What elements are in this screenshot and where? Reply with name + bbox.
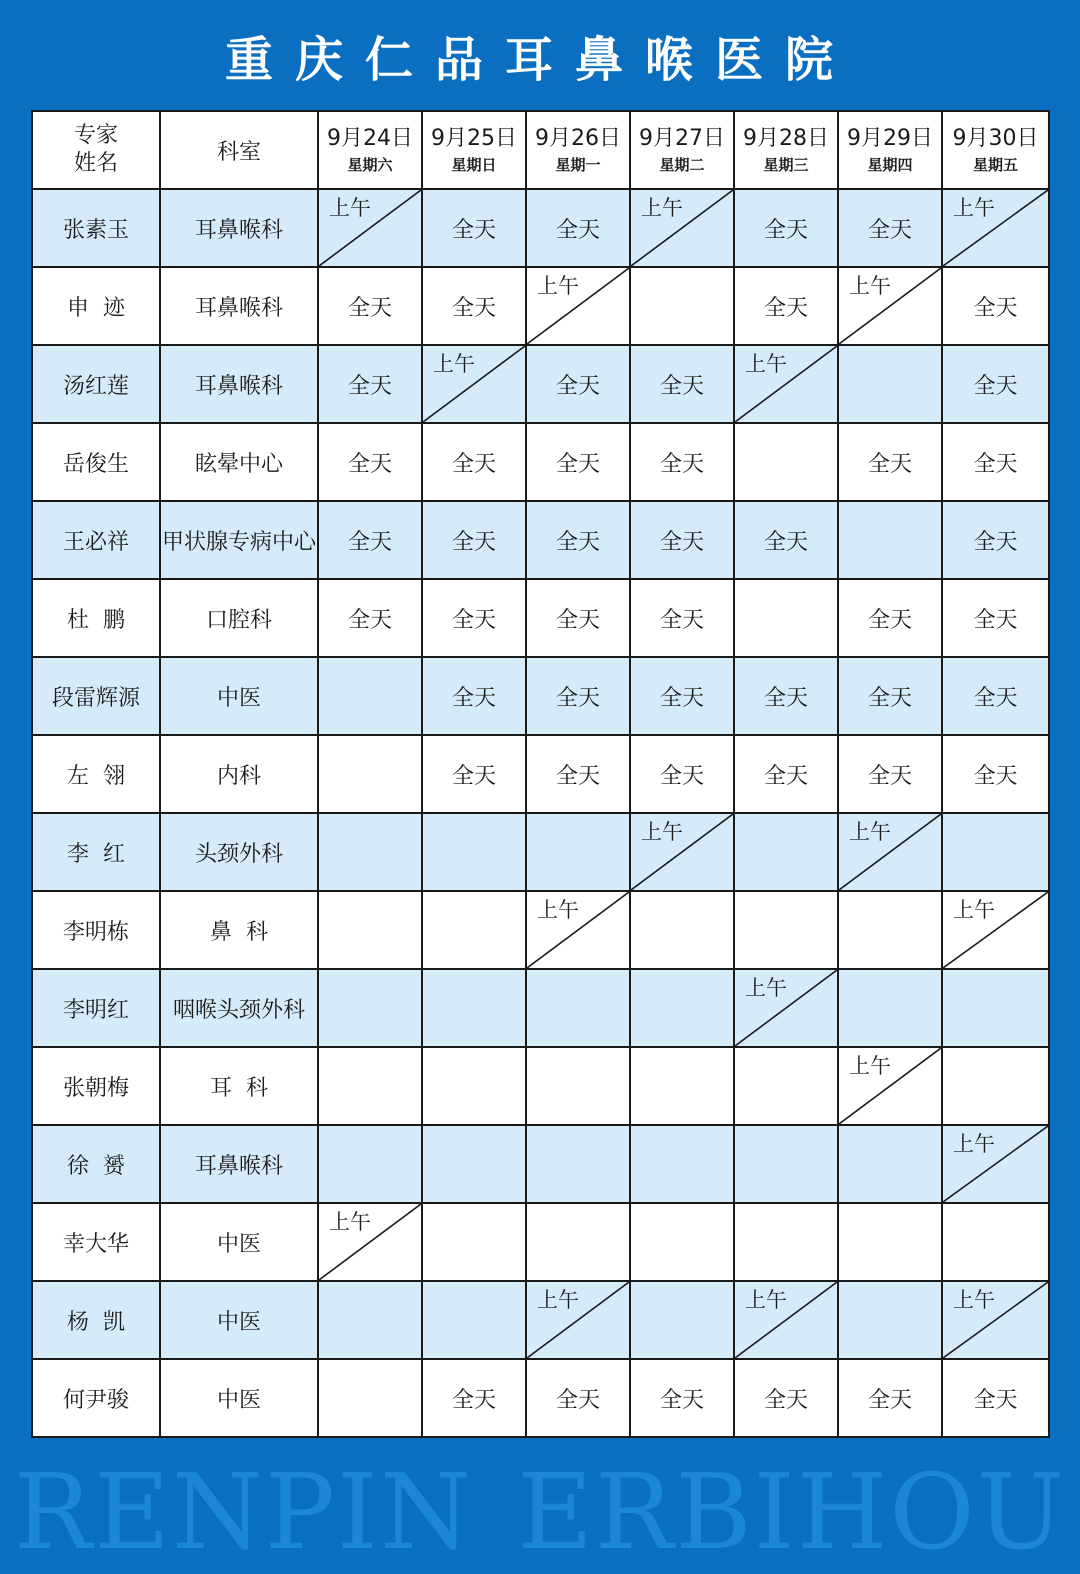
- expert-name: 杜 鹏: [32, 579, 160, 657]
- morning-label: 上午: [849, 1054, 891, 1078]
- schedule-cell-fullday: [526, 657, 630, 735]
- expert-schedule-table: [31, 110, 1050, 1438]
- header-day-0: [318, 111, 422, 189]
- schedule-cell-fullday: [838, 1359, 942, 1437]
- table-row: [32, 1281, 1049, 1359]
- schedule-cell-fullday: [838, 657, 942, 735]
- schedule-cell-empty: [734, 891, 838, 969]
- header-weekday: 星期四: [867, 156, 913, 174]
- header-date: 9月24日: [327, 126, 413, 151]
- schedule-cell-fullday: [318, 579, 422, 657]
- fullday-label: 全天: [659, 373, 704, 399]
- department: 内科: [160, 735, 318, 813]
- fullday-label: 全天: [763, 1387, 808, 1413]
- fullday-label: 全天: [659, 1387, 704, 1413]
- schedule-cell-fullday: [630, 657, 734, 735]
- expert-name: 段雷辉源: [32, 657, 160, 735]
- fullday-label: 全天: [867, 451, 912, 477]
- fullday-label: 全天: [555, 217, 600, 243]
- morning-label: 上午: [953, 898, 995, 922]
- table-row: [32, 657, 1049, 735]
- morning-label: 上午: [329, 196, 371, 220]
- expert-name: 王必祥: [32, 501, 160, 579]
- header-day-4: [734, 111, 838, 189]
- header-department: 科室: [160, 111, 318, 189]
- schedule-cell-morning: [526, 267, 630, 345]
- schedule-cell-fullday: [422, 267, 526, 345]
- schedule-cell-empty: [838, 969, 942, 1047]
- schedule-cell-fullday: [318, 345, 422, 423]
- schedule-cell-fullday: [630, 579, 734, 657]
- schedule-cell-empty: [318, 657, 422, 735]
- morning-slot: [943, 190, 1048, 266]
- fullday-label: 全天: [451, 529, 496, 555]
- table-row: [32, 735, 1049, 813]
- fullday-label: 全天: [973, 685, 1018, 711]
- fullday-label: 全天: [867, 217, 912, 243]
- fullday-label: 全天: [973, 451, 1018, 477]
- hospital-title: 重庆仁品耳鼻喉医院: [224, 32, 855, 88]
- expert-name: 李明红: [32, 969, 160, 1047]
- schedule-cell-empty: [422, 813, 526, 891]
- header-expert-name: [32, 111, 160, 189]
- schedule-cell-morning: [630, 189, 734, 267]
- schedule-cell-empty: [422, 1047, 526, 1125]
- schedule-cell-fullday: [734, 267, 838, 345]
- schedule-cell-morning: [942, 1125, 1049, 1203]
- schedule-cell-fullday: [942, 501, 1049, 579]
- schedule-cell-empty: [422, 891, 526, 969]
- table-row: [32, 345, 1049, 423]
- table-row: [32, 579, 1049, 657]
- schedule-cell-fullday: [526, 735, 630, 813]
- table-row: [32, 1203, 1049, 1281]
- fullday-label: 全天: [347, 451, 392, 477]
- schedule-cell-morning: [942, 1281, 1049, 1359]
- schedule-cell-morning: [942, 891, 1049, 969]
- department: 中医: [160, 1281, 318, 1359]
- schedule-cell-fullday: [526, 501, 630, 579]
- schedule-cell-empty: [942, 1047, 1049, 1125]
- department: 头颈外科: [160, 813, 318, 891]
- header-weekday: 星期六: [347, 156, 393, 174]
- header-weekday: 星期五: [972, 156, 1018, 174]
- header-day-6: [942, 111, 1049, 189]
- schedule-cell-fullday: [942, 657, 1049, 735]
- table-row: [32, 813, 1049, 891]
- schedule-cell-empty: [318, 891, 422, 969]
- schedule-cell-empty: [838, 1125, 942, 1203]
- fullday-label: 全天: [555, 607, 600, 633]
- expert-name: 李 红: [32, 813, 160, 891]
- header-weekday: 星期一: [555, 156, 601, 174]
- schedule-cell-morning: [526, 891, 630, 969]
- fullday-label: 全天: [451, 217, 496, 243]
- schedule-cell-empty: [318, 1359, 422, 1437]
- fullday-label: 全天: [451, 451, 496, 477]
- schedule-cell-empty: [630, 267, 734, 345]
- expert-name: 申 迹: [32, 267, 160, 345]
- schedule-cell-empty: [318, 735, 422, 813]
- fullday-label: 全天: [659, 529, 704, 555]
- table-row: [32, 891, 1049, 969]
- expert-name: 左 翎: [32, 735, 160, 813]
- schedule-cell-morning: [942, 189, 1049, 267]
- schedule-cell-fullday: [942, 735, 1049, 813]
- morning-label: 上午: [849, 274, 891, 298]
- morning-slot: [631, 190, 733, 266]
- header-day-2: [526, 111, 630, 189]
- expert-name: 张素玉: [32, 189, 160, 267]
- schedule-cell-empty: [734, 813, 838, 891]
- fullday-label: 全天: [451, 1387, 496, 1413]
- schedule-cell-fullday: [318, 267, 422, 345]
- brand-watermark: [0, 1450, 1080, 1574]
- schedule-cell-empty: [526, 1047, 630, 1125]
- header-row: [32, 111, 1049, 189]
- schedule-cell-fullday: [734, 501, 838, 579]
- schedule-cell-empty: [526, 1125, 630, 1203]
- schedule-cell-empty: [838, 345, 942, 423]
- fullday-label: 全天: [451, 685, 496, 711]
- schedule-cell-morning: [318, 189, 422, 267]
- department: 耳 科: [160, 1047, 318, 1125]
- schedule-cell-fullday: [838, 423, 942, 501]
- schedule-cell-empty: [630, 891, 734, 969]
- schedule-cell-morning: [734, 969, 838, 1047]
- department: 咽喉头颈外科: [160, 969, 318, 1047]
- morning-label: 上午: [433, 352, 475, 376]
- schedule-cell-fullday: [526, 189, 630, 267]
- fullday-label: 全天: [347, 373, 392, 399]
- header-date: 9月26日: [535, 126, 621, 151]
- schedule-cell-empty: [734, 1125, 838, 1203]
- schedule-cell-fullday: [422, 735, 526, 813]
- table-row: [32, 969, 1049, 1047]
- schedule-body: [32, 189, 1049, 1437]
- watermark-word-2: ERBIHOU: [516, 1451, 1067, 1573]
- morning-slot: [735, 1282, 837, 1358]
- fullday-label: 全天: [763, 685, 808, 711]
- schedule-cell-fullday: [838, 579, 942, 657]
- fullday-label: 全天: [555, 451, 600, 477]
- schedule-cell-empty: [318, 969, 422, 1047]
- schedule-cell-empty: [838, 1203, 942, 1281]
- schedule-cell-empty: [734, 1203, 838, 1281]
- fullday-label: 全天: [555, 529, 600, 555]
- schedule-cell-empty: [734, 579, 838, 657]
- schedule-cell-fullday: [422, 189, 526, 267]
- department: 口腔科: [160, 579, 318, 657]
- morning-label: 上午: [745, 976, 787, 1000]
- schedule-cell-fullday: [318, 423, 422, 501]
- schedule-cell-fullday: [422, 1359, 526, 1437]
- schedule-cell-fullday: [630, 1359, 734, 1437]
- department: 耳鼻喉科: [160, 345, 318, 423]
- expert-name: 徐 赟: [32, 1125, 160, 1203]
- department: 甲状腺专病中心: [160, 501, 318, 579]
- fullday-label: 全天: [973, 763, 1018, 789]
- schedule-cell-morning: [630, 813, 734, 891]
- department: 耳鼻喉科: [160, 267, 318, 345]
- schedule-cell-empty: [422, 1125, 526, 1203]
- header-expert-line1: 专家: [73, 123, 118, 148]
- department: 中医: [160, 1359, 318, 1437]
- fullday-label: 全天: [763, 529, 808, 555]
- morning-slot: [631, 814, 733, 890]
- department: 中医: [160, 657, 318, 735]
- fullday-label: 全天: [973, 607, 1018, 633]
- morning-slot: [527, 1282, 629, 1358]
- schedule-cell-empty: [942, 1203, 1049, 1281]
- schedule-cell-fullday: [734, 735, 838, 813]
- morning-slot: [527, 268, 629, 344]
- schedule-cell-fullday: [422, 501, 526, 579]
- schedule-cell-empty: [630, 1047, 734, 1125]
- morning-slot: [943, 1126, 1048, 1202]
- schedule-cell-fullday: [942, 579, 1049, 657]
- morning-slot: [735, 346, 837, 422]
- schedule-cell-fullday: [526, 345, 630, 423]
- header-date: 9月27日: [639, 126, 725, 151]
- schedule-cell-empty: [318, 1281, 422, 1359]
- schedule-cell-morning: [838, 1047, 942, 1125]
- department: 耳鼻喉科: [160, 1125, 318, 1203]
- fullday-label: 全天: [659, 607, 704, 633]
- morning-label: 上午: [953, 196, 995, 220]
- schedule-cell-empty: [734, 423, 838, 501]
- table-row: [32, 189, 1049, 267]
- fullday-label: 全天: [451, 607, 496, 633]
- header-day-1: [422, 111, 526, 189]
- morning-slot: [943, 892, 1048, 968]
- schedule-cell-empty: [422, 1281, 526, 1359]
- morning-label: 上午: [849, 820, 891, 844]
- table-row: [32, 1125, 1049, 1203]
- schedule-cell-morning: [422, 345, 526, 423]
- schedule-cell-fullday: [526, 579, 630, 657]
- department: 眩晕中心: [160, 423, 318, 501]
- morning-slot: [527, 892, 629, 968]
- header-date: 9月29日: [847, 126, 933, 151]
- header-date: 9月28日: [743, 126, 829, 151]
- schedule-cell-empty: [630, 969, 734, 1047]
- department: 耳鼻喉科: [160, 189, 318, 267]
- fullday-label: 全天: [973, 529, 1018, 555]
- schedule-cell-fullday: [526, 423, 630, 501]
- schedule-cell-empty: [838, 501, 942, 579]
- fullday-label: 全天: [659, 685, 704, 711]
- morning-label: 上午: [537, 1288, 579, 1312]
- schedule-cell-empty: [318, 1047, 422, 1125]
- schedule-cell-empty: [838, 891, 942, 969]
- schedule-cell-fullday: [734, 1359, 838, 1437]
- schedule-cell-fullday: [942, 345, 1049, 423]
- schedule-cell-fullday: [734, 657, 838, 735]
- fullday-label: 全天: [867, 1387, 912, 1413]
- fullday-label: 全天: [973, 1387, 1018, 1413]
- header-weekday: 星期三: [763, 156, 809, 174]
- schedule-cell-fullday: [630, 345, 734, 423]
- fullday-label: 全天: [451, 295, 496, 321]
- table-row: [32, 501, 1049, 579]
- schedule-cell-empty: [526, 1203, 630, 1281]
- fullday-label: 全天: [347, 607, 392, 633]
- morning-slot: [319, 190, 421, 266]
- fullday-label: 全天: [763, 763, 808, 789]
- morning-label: 上午: [641, 196, 683, 220]
- schedule-cell-fullday: [318, 501, 422, 579]
- schedule-cell-fullday: [526, 1359, 630, 1437]
- morning-slot: [839, 1048, 941, 1124]
- schedule-cell-fullday: [942, 423, 1049, 501]
- fullday-label: 全天: [451, 763, 496, 789]
- fullday-label: 全天: [555, 763, 600, 789]
- morning-label: 上午: [745, 1288, 787, 1312]
- schedule-cell-empty: [630, 1125, 734, 1203]
- schedule-cell-empty: [526, 969, 630, 1047]
- schedule-cell-fullday: [942, 267, 1049, 345]
- morning-label: 上午: [641, 820, 683, 844]
- header-weekday: 星期二: [659, 156, 705, 174]
- schedule-cell-fullday: [838, 189, 942, 267]
- fullday-label: 全天: [867, 607, 912, 633]
- fullday-label: 全天: [659, 763, 704, 789]
- schedule-cell-empty: [942, 813, 1049, 891]
- schedule-cell-fullday: [942, 1359, 1049, 1437]
- schedule-cell-empty: [942, 969, 1049, 1047]
- fullday-label: 全天: [867, 685, 912, 711]
- header-date: 9月30日: [952, 126, 1039, 151]
- morning-slot: [319, 1204, 421, 1280]
- schedule-cell-fullday: [422, 423, 526, 501]
- schedule-cell-empty: [422, 969, 526, 1047]
- header-day-5: [838, 111, 942, 189]
- schedule-cell-fullday: [630, 423, 734, 501]
- fullday-label: 全天: [867, 763, 912, 789]
- schedule-cell-morning: [318, 1203, 422, 1281]
- fullday-label: 全天: [555, 685, 600, 711]
- fullday-label: 全天: [763, 217, 808, 243]
- table-row: [32, 267, 1049, 345]
- schedule-cell-morning: [838, 813, 942, 891]
- schedule-cell-empty: [838, 1281, 942, 1359]
- expert-name: 岳俊生: [32, 423, 160, 501]
- morning-slot: [839, 268, 941, 344]
- morning-label: 上午: [329, 1210, 371, 1234]
- morning-label: 上午: [745, 352, 787, 376]
- morning-slot: [943, 1282, 1048, 1358]
- schedule-cell-fullday: [838, 735, 942, 813]
- morning-slot: [735, 970, 837, 1046]
- schedule-cell-morning: [838, 267, 942, 345]
- schedule-cell-fullday: [422, 579, 526, 657]
- schedule-cell-fullday: [630, 735, 734, 813]
- department: 鼻 科: [160, 891, 318, 969]
- expert-name: 何尹骏: [32, 1359, 160, 1437]
- header-weekday: 星期日: [451, 156, 497, 174]
- fullday-label: 全天: [555, 373, 600, 399]
- expert-name: 汤红莲: [32, 345, 160, 423]
- schedule-cell-empty: [526, 813, 630, 891]
- morning-slot: [839, 814, 941, 890]
- schedule-cell-morning: [526, 1281, 630, 1359]
- schedule-cell-fullday: [734, 189, 838, 267]
- fullday-label: 全天: [347, 529, 392, 555]
- fullday-label: 全天: [659, 451, 704, 477]
- expert-name: 杨 凯: [32, 1281, 160, 1359]
- fullday-label: 全天: [555, 1387, 600, 1413]
- schedule-cell-empty: [318, 1125, 422, 1203]
- header-day-3: [630, 111, 734, 189]
- department: 中医: [160, 1203, 318, 1281]
- schedule-cell-fullday: [422, 657, 526, 735]
- expert-name: 张朝梅: [32, 1047, 160, 1125]
- schedule-cell-empty: [318, 813, 422, 891]
- schedule-cell-fullday: [630, 501, 734, 579]
- table-row: [32, 1047, 1049, 1125]
- expert-name: 幸大华: [32, 1203, 160, 1281]
- fullday-label: 全天: [347, 295, 392, 321]
- fullday-label: 全天: [763, 295, 808, 321]
- expert-name: 李明栋: [32, 891, 160, 969]
- morning-label: 上午: [953, 1132, 995, 1156]
- schedule-cell-empty: [630, 1203, 734, 1281]
- fullday-label: 全天: [973, 295, 1018, 321]
- schedule-cell-empty: [630, 1281, 734, 1359]
- fullday-label: 全天: [973, 373, 1018, 399]
- watermark-word-1: RENPIN: [13, 1451, 473, 1573]
- morning-label: 上午: [953, 1288, 995, 1312]
- schedule-cell-empty: [734, 1047, 838, 1125]
- schedule-cell-morning: [734, 345, 838, 423]
- morning-slot: [423, 346, 525, 422]
- schedule-cell-empty: [422, 1203, 526, 1281]
- table-row: [32, 1359, 1049, 1437]
- table-row: [32, 423, 1049, 501]
- header-date: 9月25日: [431, 126, 517, 151]
- schedule-cell-morning: [734, 1281, 838, 1359]
- header-expert-line2: 姓名: [73, 151, 118, 176]
- morning-label: 上午: [537, 898, 579, 922]
- morning-label: 上午: [537, 274, 579, 298]
